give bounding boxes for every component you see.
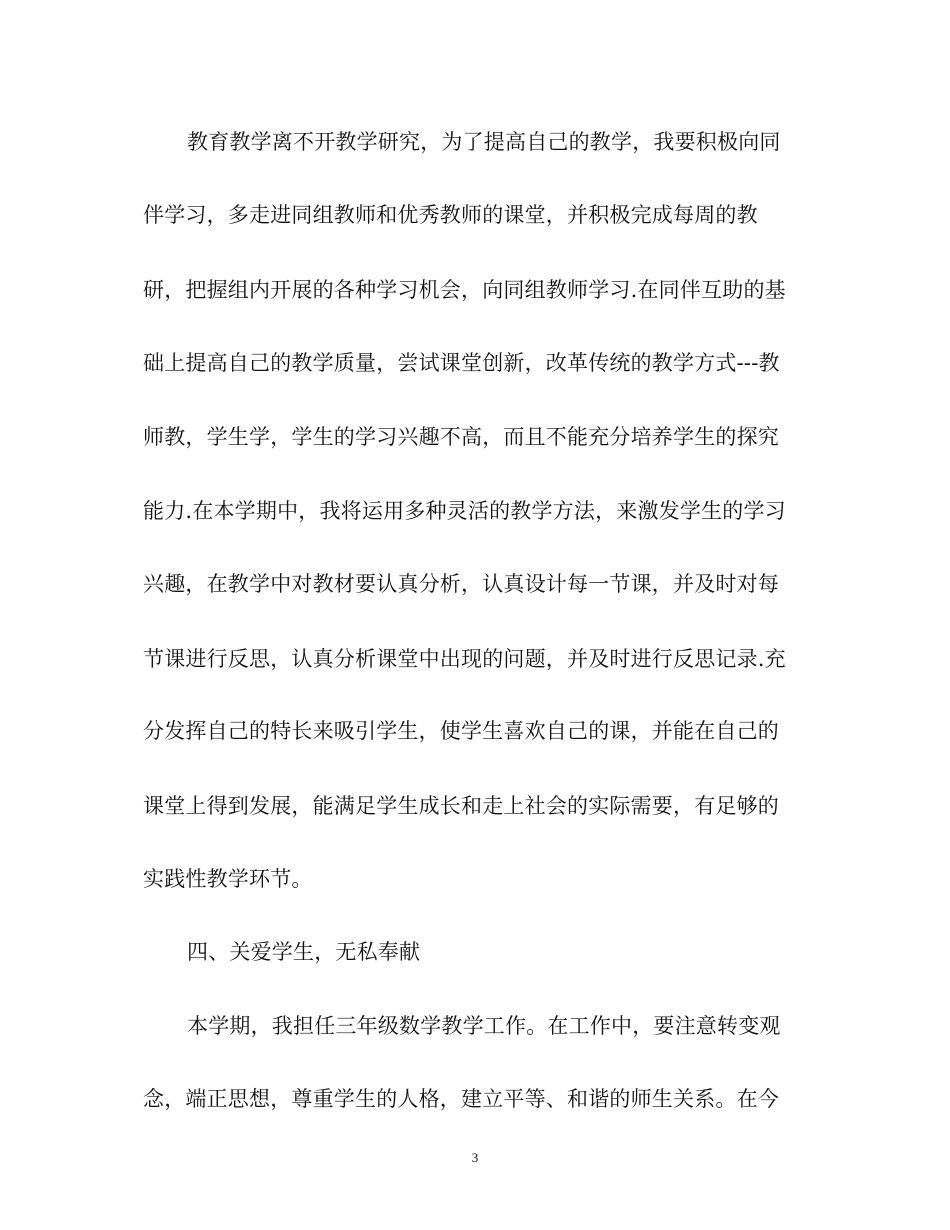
paragraph-line: 实践性教学环节。 <box>143 867 313 891</box>
section-heading: 四、关爱学生，无私奉献 <box>187 940 421 964</box>
paragraph-line: 节课进行反思，认真分析课堂中出现的问题，并及时进行反思记录.充 <box>143 647 786 671</box>
paragraph-line: 兴趣，在教学中对教材要认真分析，认真设计每一节课，并及时对每 <box>143 572 779 596</box>
paragraph-line: 研，把握组内开展的各种学习机会，向同组教师学习.在同伴互助的基 <box>143 278 786 302</box>
paragraph-line: 念，端正思想，尊重学生的人格，建立平等、和谐的师生关系。在今 <box>143 1087 779 1111</box>
page-number: 3 <box>471 1150 479 1165</box>
paragraph-line: 分发挥自己的特长来吸引学生，使学生喜欢自己的课，并能在自己的 <box>143 719 779 743</box>
paragraph-line: 伴学习，多走进同组教师和优秀教师的课堂，并积极完成每周的教 <box>143 203 758 227</box>
paragraph-line: 本学期，我担任三年级数学教学工作。在工作中，要注意转变观 <box>187 1014 781 1038</box>
paragraph-line: 课堂上得到发展，能满足学生成长和走上社会的实际需要，有足够的 <box>143 794 779 818</box>
paragraph-line: 教育教学离不开教学研究，为了提高自己的教学，我要积极向同 <box>187 130 781 154</box>
paragraph-line: 能力.在本学期中，我将运用多种灵活的教学方法，来激发学生的学习 <box>143 499 786 523</box>
paragraph-line: 础上提高自己的教学质量，尝试课堂创新，改革传统的教学方式---教 <box>143 351 780 375</box>
paragraph-line: 师教，学生学，学生的学习兴趣不高，而且不能充分培养学生的探究 <box>143 425 779 449</box>
